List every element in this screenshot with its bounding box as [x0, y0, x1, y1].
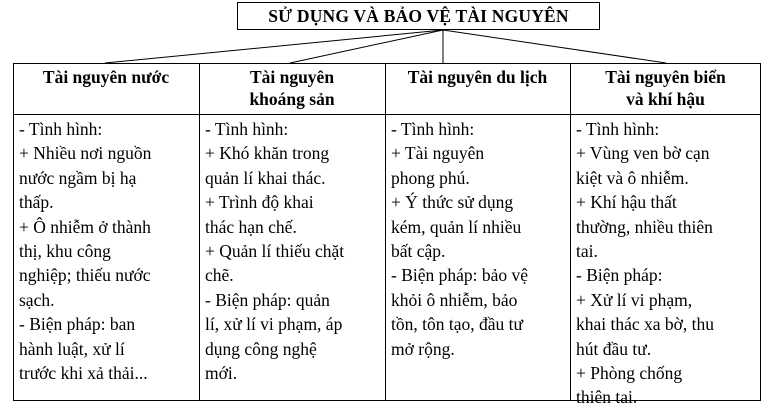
tourism-line: + Ý thức sử dụng — [391, 192, 514, 213]
water-line: + Ô nhiễm ở thành — [19, 216, 151, 237]
connector-line-1 — [105, 30, 443, 63]
sea-climate-line: + Xử lí vi phạm, — [576, 289, 693, 310]
minerals-line: thác hạn chế. — [205, 216, 297, 237]
water-line: thấp. — [19, 192, 54, 213]
tourism-line: - Tình hình: — [391, 119, 475, 139]
minerals-line: + Trình độ khai — [205, 192, 314, 213]
minerals-line: chẽ. — [205, 265, 234, 286]
header-water-label: Tài nguyên nước — [42, 67, 170, 87]
header-water — [13, 63, 199, 114]
tourism-line: bất cập. — [391, 241, 446, 262]
tourism-line: + Tài nguyên — [391, 143, 485, 164]
sea-climate-line: thường, nhiều thiên — [576, 216, 713, 237]
minerals-line: - Tình hình: — [205, 119, 289, 139]
water-line: trước khi xả thải... — [19, 363, 148, 384]
header-minerals-line-2: khoáng sản — [249, 89, 335, 109]
tourism-line: khỏi ô nhiễm, bảo — [391, 289, 518, 310]
water-line: nước ngầm bị hạ — [19, 167, 137, 188]
sea-climate-line: thiên tai. — [576, 387, 638, 408]
sea-climate-line: hút đầu tư. — [576, 338, 652, 359]
sea-climate-line: + Vùng ven bờ cạn — [576, 143, 710, 164]
sea-climate-line: kiệt và ô nhiễm. — [576, 167, 689, 188]
water-line: - Tình hình: — [19, 119, 103, 139]
header-sea-climate — [570, 63, 761, 114]
header-sea-climate-line-1: Tài nguyên biển — [605, 67, 726, 87]
tourism-line: - Biện pháp: bảo vệ — [391, 265, 529, 286]
cell-tourism — [385, 115, 570, 361]
water-line: thị, khu công — [19, 241, 111, 262]
tourism-line: kém, quản lí nhiều — [391, 216, 522, 237]
cell-minerals — [199, 115, 385, 385]
sea-climate-line: + Phòng chống — [576, 363, 683, 384]
root-title: SỬ DỤNG VÀ BẢO VỆ TÀI NGUYÊN — [268, 5, 569, 26]
water-line: - Biện pháp: ban — [19, 314, 136, 335]
sea-climate-line: tai. — [576, 241, 598, 262]
tourism-line: mở rộng. — [391, 338, 455, 359]
minerals-line: - Biện pháp: quản — [205, 289, 330, 310]
water-line: sạch. — [19, 289, 55, 310]
header-sea-climate-line-2: và khí hậu — [626, 89, 705, 109]
minerals-line: dụng công nghệ — [205, 338, 317, 359]
connector-line-2 — [290, 30, 443, 63]
connector-line-4 — [443, 30, 666, 63]
sea-climate-line: khai thác xa bờ, thu — [576, 314, 715, 335]
minerals-line: mới. — [205, 363, 238, 384]
header-sea-climate-label — [605, 66, 726, 110]
sea-climate-line: - Tình hình: — [576, 119, 660, 139]
water-line: nghiệp; thiếu nước — [19, 265, 151, 286]
water-line: hành luật, xử lí — [19, 338, 125, 359]
minerals-line: lí, xử lí vi phạm, áp — [205, 314, 343, 335]
header-tourism — [385, 63, 570, 114]
header-minerals-line-1: Tài nguyên — [249, 67, 335, 87]
header-tourism-label: Tài nguyên du lịch — [407, 67, 548, 87]
minerals-line: quản lí khai thác. — [205, 167, 326, 188]
header-minerals-label — [249, 66, 334, 110]
tourism-line: phong phú. — [391, 167, 470, 188]
minerals-line: + Khó khăn trong — [205, 143, 330, 164]
sea-climate-line: + Khí hậu thất — [576, 192, 677, 213]
cell-water — [13, 115, 199, 385]
water-line: + Nhiều nơi nguồn — [19, 143, 152, 164]
cell-sea-climate — [570, 115, 761, 410]
sea-climate-line: - Biện pháp: — [576, 265, 663, 286]
tourism-line: tồn, tôn tạo, đầu tư — [391, 314, 523, 335]
minerals-line: + Quản lí thiếu chặt — [205, 241, 345, 262]
header-minerals — [199, 63, 385, 114]
